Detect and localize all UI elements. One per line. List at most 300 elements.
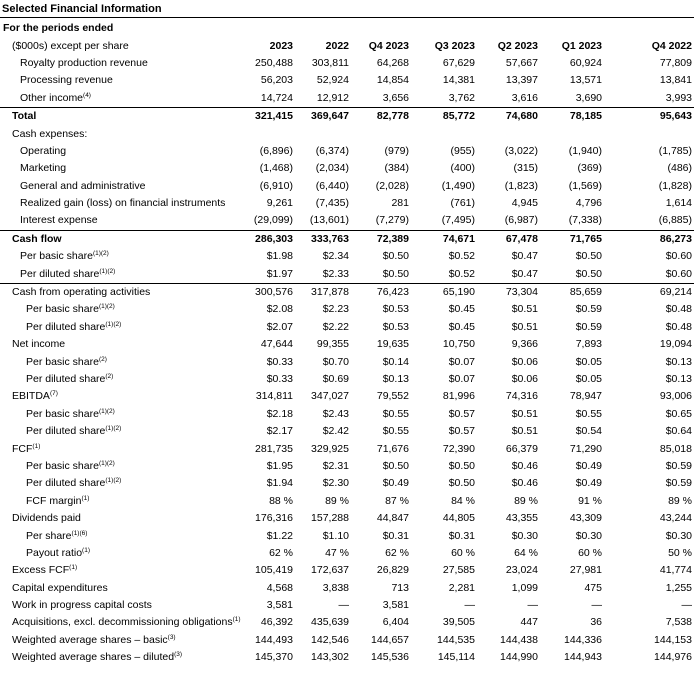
value-cell: 1,099: [511, 581, 538, 594]
value-cell: 3,656: [382, 91, 409, 104]
value-cell: 713: [391, 581, 409, 594]
value-cell: 60 %: [451, 546, 475, 559]
row-label-text: Capital expenditures: [12, 581, 108, 594]
value-cell: $2.07: [266, 320, 293, 333]
value-cell: $0.55: [575, 407, 602, 420]
table-row: [0, 614, 694, 631]
footnote-ref: (1)(2): [92, 250, 109, 258]
row-label: [0, 248, 240, 265]
value-cell: $0.60: [665, 250, 692, 263]
row-label-text: Processing revenue: [20, 74, 113, 87]
row-label-text: Per share: [26, 529, 72, 542]
value-cell: [240, 125, 295, 142]
value-cell: 47 %: [325, 546, 349, 559]
row-label: [0, 178, 240, 195]
value-cell: (315): [513, 162, 538, 175]
table-row: [0, 597, 694, 614]
value-cell: $0.05: [575, 373, 602, 385]
value-cell: 60 %: [578, 546, 602, 559]
value-cell: 86,273: [604, 230, 694, 248]
row-label: [0, 212, 240, 230]
value-cell: $0.52: [448, 267, 475, 280]
row-label: [0, 55, 240, 72]
value-cell: 144,438: [500, 633, 538, 646]
row-label: [0, 353, 240, 370]
table-row: [0, 195, 694, 212]
value-cell: 26,829: [376, 564, 409, 577]
value-cell: $0.50: [448, 459, 475, 472]
value-cell: 7,893: [575, 338, 602, 351]
value-cell: 12,912: [316, 91, 349, 104]
value-cell: 87 %: [385, 494, 409, 507]
value-cell: (7,279): [375, 214, 409, 227]
value-cell: 300,576: [240, 283, 295, 301]
value-cell: 3,616: [511, 91, 538, 104]
row-label-text: Royalty production revenue: [20, 56, 148, 69]
row-label-text: FCF margin: [26, 494, 82, 507]
value-cell: $0.51: [511, 303, 538, 316]
value-cell: 9,366: [511, 338, 538, 351]
table-row: [0, 90, 694, 108]
value-cell: $0.59: [575, 320, 602, 333]
row-label: [0, 527, 240, 544]
value-cell: $0.55: [382, 407, 409, 420]
row-label-text: Acquisitions, excl. decommissioning obligations: [12, 616, 233, 629]
value-cell: 13,841: [659, 74, 692, 87]
periods-label: For the periods ended: [3, 22, 114, 35]
footnote-ref: (4): [83, 91, 91, 99]
table-row: [0, 107, 694, 125]
row-label: [0, 545, 240, 562]
value-cell: 19,094: [659, 338, 692, 351]
footnote-ref: (1)(6): [71, 529, 88, 537]
footnote-ref: (7): [49, 390, 58, 398]
row-label-text: Cash flow: [12, 232, 62, 245]
value-cell: —: [464, 599, 475, 612]
value-cell: 44,805: [442, 512, 475, 525]
row-label: [0, 406, 240, 423]
row-label-text: Per diluted share: [26, 320, 106, 333]
value-cell: 333,763: [295, 230, 351, 248]
value-cell: 72,389: [351, 230, 411, 248]
value-cell: $1.95: [266, 459, 293, 472]
value-cell: $0.65: [665, 407, 692, 420]
value-cell: 172,637: [311, 564, 349, 577]
row-label-text: Total: [12, 110, 37, 123]
value-cell: 43,355: [505, 512, 538, 525]
value-cell: $2.30: [322, 477, 349, 490]
row-label: [0, 265, 240, 283]
value-cell: $0.48: [665, 303, 692, 316]
value-cell: (761): [450, 197, 475, 210]
value-cell: 145,114: [437, 651, 475, 664]
row-label: [0, 283, 240, 301]
value-cell: $0.60: [665, 267, 692, 280]
value-cell: 79,552: [376, 390, 409, 403]
row-label-text: Realized gain (loss) on financial instruments: [20, 197, 226, 210]
table-row: [0, 388, 694, 405]
header-row-columns: [0, 37, 694, 54]
value-cell: 69,214: [604, 283, 694, 301]
value-cell: (1,490): [441, 179, 475, 192]
table-row: [0, 143, 694, 160]
table-row: [0, 160, 694, 177]
column-header: 2022: [325, 39, 349, 52]
row-label: [0, 301, 240, 318]
value-cell: $1.10: [322, 529, 349, 542]
value-cell: 14,381: [442, 74, 475, 87]
value-cell: 14,854: [376, 74, 409, 87]
table-row: [0, 545, 694, 562]
value-cell: 76,423: [351, 283, 411, 301]
value-cell: 447: [520, 616, 538, 629]
table-row: [0, 371, 694, 388]
value-cell: (13,601): [309, 214, 349, 227]
value-cell: $2.22: [322, 320, 349, 333]
value-cell: 72,390: [442, 442, 475, 455]
row-label: [0, 580, 240, 597]
value-cell: $1.22: [266, 529, 293, 542]
value-cell: 64 %: [514, 546, 538, 559]
table-row: [0, 301, 694, 318]
value-cell: (6,374): [315, 144, 349, 157]
value-cell: 3,581: [382, 599, 409, 612]
table-row: [0, 580, 694, 597]
column-header: Q4 2023: [368, 39, 409, 52]
value-cell: $0.57: [448, 425, 475, 438]
table-row: [0, 649, 694, 666]
value-cell: 250,488: [255, 56, 293, 69]
value-cell: 144,493: [255, 633, 293, 646]
value-cell: 74,671: [411, 230, 477, 248]
value-cell: 56,203: [260, 74, 293, 87]
footnote-ref: (1)(2): [98, 303, 115, 311]
value-cell: $0.46: [511, 459, 538, 472]
value-cell: 4,568: [266, 581, 293, 594]
value-cell: $0.13: [665, 373, 692, 385]
value-cell: $0.70: [322, 355, 349, 368]
value-cell: 143,302: [311, 651, 349, 664]
title-divider: [0, 17, 694, 18]
value-cell: $0.51: [511, 425, 538, 438]
value-cell: 62 %: [385, 546, 409, 559]
financial-table: [0, 20, 694, 666]
value-cell: $1.98: [266, 250, 293, 263]
value-cell: (3,022): [504, 144, 538, 157]
value-cell: $0.53: [382, 320, 409, 333]
value-cell: $0.51: [511, 320, 538, 333]
value-cell: 3,690: [575, 91, 602, 104]
value-cell: $2.31: [322, 459, 349, 472]
value-cell: 3,581: [266, 599, 293, 612]
value-cell: 67,478: [477, 230, 540, 248]
table-row: [0, 458, 694, 475]
row-label-text: Weighted average shares – diluted: [12, 651, 175, 664]
value-cell: $0.48: [665, 320, 692, 333]
table-row: [0, 230, 694, 248]
table-row: [0, 336, 694, 353]
footnote-ref: (1)(2): [105, 320, 122, 328]
value-cell: $2.42: [322, 425, 349, 438]
value-cell: $0.14: [382, 355, 409, 368]
value-cell: (1,823): [504, 179, 538, 192]
row-label-text: Per basic share: [26, 303, 99, 316]
value-cell: 144,153: [654, 633, 692, 646]
footnote-ref: (3): [167, 633, 176, 641]
table-row: [0, 353, 694, 370]
value-cell: $0.69: [322, 373, 349, 385]
value-cell: 176,316: [255, 512, 293, 525]
value-cell: 95,643: [604, 107, 694, 125]
row-label-text: Per diluted share: [26, 373, 106, 385]
value-cell: 1,614: [665, 197, 692, 210]
value-cell: [351, 125, 411, 142]
row-label: [0, 125, 240, 142]
row-label: [0, 319, 240, 336]
value-cell: 7,538: [665, 616, 692, 629]
value-cell: (29,099): [253, 214, 293, 227]
row-label: [0, 195, 240, 212]
table-row: [0, 562, 694, 579]
row-label: [0, 230, 240, 248]
value-cell: (486): [667, 162, 692, 175]
value-cell: (1,468): [259, 162, 293, 175]
value-cell: 157,288: [311, 512, 349, 525]
value-cell: $0.07: [448, 355, 475, 368]
value-cell: 145,536: [371, 651, 409, 664]
row-label-text: FCF: [12, 442, 33, 455]
value-cell: 85,772: [411, 107, 477, 125]
value-cell: 6,404: [382, 616, 409, 629]
footnote-ref: (1): [32, 442, 41, 450]
value-cell: 4,945: [511, 197, 538, 210]
value-cell: [295, 125, 351, 142]
units-label: ($000s) except per share: [12, 39, 129, 52]
value-cell: $0.50: [382, 267, 409, 280]
row-label: [0, 371, 240, 388]
value-cell: $0.06: [511, 373, 538, 385]
table-row: [0, 527, 694, 544]
value-cell: 52,924: [316, 74, 349, 87]
value-cell: 36: [590, 616, 602, 629]
value-cell: (2,028): [375, 179, 409, 192]
value-cell: 105,419: [255, 564, 293, 577]
value-cell: 281,735: [255, 442, 293, 455]
row-label: [0, 72, 240, 89]
value-cell: 144,976: [654, 651, 692, 664]
value-cell: 50 %: [668, 546, 692, 559]
value-cell: 64,268: [376, 56, 409, 69]
row-label-text: Per basic share: [26, 407, 99, 420]
value-cell: (1,569): [568, 179, 602, 192]
value-cell: $0.53: [382, 303, 409, 316]
value-cell: 91 %: [578, 494, 602, 507]
value-cell: 89 %: [325, 494, 349, 507]
row-label-text: Operating: [20, 144, 67, 157]
value-cell: 3,993: [665, 91, 692, 104]
value-cell: $2.23: [322, 303, 349, 316]
value-cell: $0.33: [266, 373, 293, 385]
value-cell: 47,644: [260, 338, 293, 351]
value-cell: 435,639: [311, 616, 349, 629]
value-cell: $1.94: [266, 477, 293, 490]
row-label: [0, 160, 240, 177]
row-label: [0, 336, 240, 353]
value-cell: $0.13: [382, 373, 409, 385]
row-label: [0, 510, 240, 527]
value-cell: 13,397: [505, 74, 538, 87]
value-cell: —: [527, 599, 538, 612]
footnote-ref: (1): [82, 546, 90, 554]
value-cell: 3,762: [448, 91, 475, 104]
value-cell: (6,896): [259, 144, 293, 157]
table-row: [0, 319, 694, 336]
table-row: [0, 125, 694, 142]
value-cell: $0.50: [575, 250, 602, 263]
row-label: [0, 458, 240, 475]
value-cell: $0.54: [575, 425, 602, 438]
footnote-ref: (2): [105, 373, 114, 380]
value-cell: (1,828): [658, 179, 692, 192]
value-cell: 4,796: [575, 197, 602, 210]
value-cell: 81,996: [442, 390, 475, 403]
value-cell: $0.13: [665, 355, 692, 368]
footnote-ref: (1)(2): [105, 477, 122, 485]
value-cell: 144,990: [500, 651, 538, 664]
value-cell: $2.43: [322, 407, 349, 420]
row-label-text: Per diluted share: [20, 267, 100, 280]
value-cell: $0.06: [511, 355, 538, 368]
row-label-text: Marketing: [20, 162, 67, 175]
value-cell: (7,338): [568, 214, 602, 227]
table-row: [0, 265, 694, 283]
value-cell: $0.31: [382, 529, 409, 542]
table-row: [0, 406, 694, 423]
value-cell: 2,281: [448, 581, 475, 594]
value-cell: 99,355: [316, 338, 349, 351]
value-cell: 27,981: [569, 564, 602, 577]
value-cell: 144,336: [564, 633, 602, 646]
value-cell: $0.31: [448, 529, 475, 542]
table-row: [0, 178, 694, 195]
table-row: [0, 632, 694, 649]
value-cell: 74,680: [477, 107, 540, 125]
table-row: [0, 475, 694, 492]
value-cell: —: [681, 599, 692, 612]
value-cell: $0.52: [448, 250, 475, 263]
value-cell: $2.34: [322, 250, 349, 263]
row-label: [0, 632, 240, 649]
row-label: [0, 597, 240, 614]
row-label-text: Per basic share: [20, 250, 93, 263]
value-cell: $0.46: [511, 477, 538, 490]
value-cell: [540, 125, 604, 142]
value-cell: 71,765: [540, 230, 604, 248]
value-cell: 14,724: [260, 91, 293, 104]
row-label: [0, 614, 240, 631]
value-cell: 41,774: [659, 564, 692, 577]
value-cell: 23,024: [505, 564, 538, 577]
value-cell: 71,676: [376, 442, 409, 455]
row-label-text: Weighted average shares – basic: [12, 633, 168, 646]
value-cell: 67,629: [442, 56, 475, 69]
value-cell: (6,440): [315, 179, 349, 192]
value-cell: 62 %: [269, 546, 293, 559]
value-cell: 144,943: [564, 651, 602, 664]
value-cell: $0.47: [511, 250, 538, 263]
value-cell: (979): [384, 144, 409, 157]
value-cell: 73,304: [477, 283, 540, 301]
value-cell: $0.50: [448, 477, 475, 490]
table-row: [0, 423, 694, 440]
value-cell: [411, 125, 477, 142]
value-cell: $0.59: [665, 459, 692, 472]
row-label-text: Payout ratio: [26, 546, 83, 559]
value-cell: 84 %: [451, 494, 475, 507]
value-cell: 85,018: [659, 442, 692, 455]
row-label-text: General and administrative: [20, 179, 146, 192]
column-header: Q4 2022: [651, 39, 692, 52]
value-cell: 1,255: [665, 581, 692, 594]
value-cell: $0.05: [575, 355, 602, 368]
row-label-text: Cash from operating activities: [12, 286, 151, 299]
value-cell: $0.49: [575, 459, 602, 472]
value-cell: $0.07: [448, 373, 475, 385]
value-cell: $2.18: [266, 407, 293, 420]
value-cell: —: [591, 599, 602, 612]
table-row: [0, 212, 694, 230]
value-cell: $0.49: [575, 477, 602, 490]
value-cell: (1,940): [568, 144, 602, 157]
value-cell: [477, 125, 540, 142]
footnote-ref: (3): [174, 651, 183, 659]
value-cell: 475: [584, 581, 602, 594]
value-cell: 286,303: [240, 230, 295, 248]
value-cell: $0.47: [511, 267, 538, 280]
value-cell: (2,034): [315, 162, 349, 175]
value-cell: 88 %: [269, 494, 293, 507]
row-label-text: Cash expenses:: [12, 127, 88, 140]
value-cell: (6,987): [504, 214, 538, 227]
table-row: [0, 283, 694, 301]
value-cell: $0.45: [448, 320, 475, 333]
footnote-ref: (1): [232, 616, 241, 624]
value-cell: 369,647: [295, 107, 351, 125]
column-header: Q2 2023: [497, 39, 538, 52]
value-cell: (1,785): [658, 144, 692, 157]
value-cell: 13,571: [569, 74, 602, 87]
table-row: [0, 55, 694, 72]
footnote-ref: (2): [98, 355, 107, 363]
value-cell: $0.64: [665, 425, 692, 438]
value-cell: 9,261: [266, 197, 293, 210]
value-cell: 43,309: [569, 512, 602, 525]
column-header: Q3 2023: [434, 39, 475, 52]
value-cell: 145,370: [255, 651, 293, 664]
value-cell: (400): [450, 162, 475, 175]
value-cell: 89 %: [668, 494, 692, 507]
value-cell: (384): [384, 162, 409, 175]
value-cell: 317,878: [295, 283, 351, 301]
value-cell: 78,185: [540, 107, 604, 125]
row-label-text: Other income: [20, 91, 84, 104]
value-cell: 77,809: [659, 56, 692, 69]
value-cell: (955): [450, 144, 475, 157]
row-label: [0, 90, 240, 108]
row-label-text: Per diluted share: [26, 477, 106, 490]
value-cell: $0.59: [665, 477, 692, 490]
value-cell: 281: [391, 197, 409, 210]
